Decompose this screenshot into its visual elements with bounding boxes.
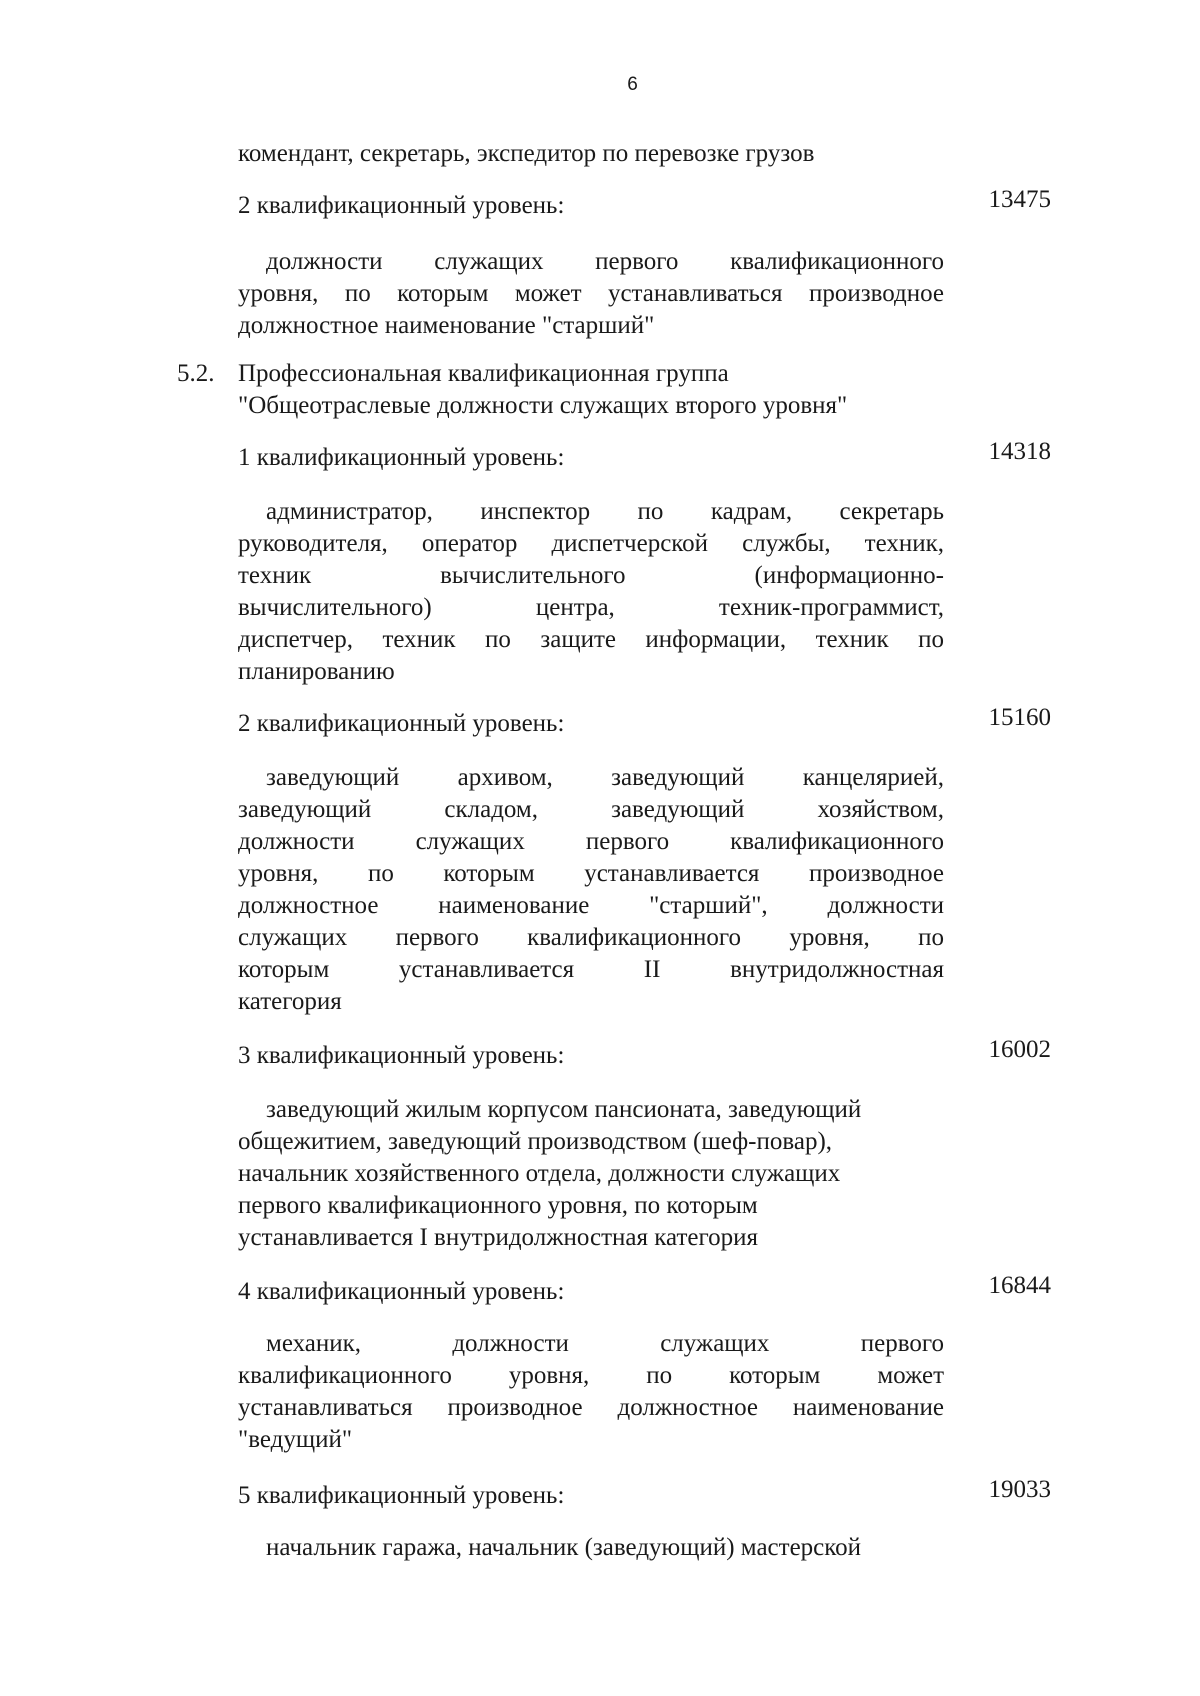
- level-label: 4 квалификационный уровень:: [238, 1278, 565, 1305]
- description-line: администратор, инспектор по кадрам, секретарь: [266, 498, 944, 525]
- description-line: общежитием, заведующий производством (шеф-повар),: [238, 1128, 833, 1155]
- level-description-5-1-2: [238, 246, 944, 342]
- level-row-5-2-2: [238, 704, 1051, 740]
- description-line: механик, должности служащих первого: [266, 1330, 944, 1357]
- level-salary: 15160: [988, 704, 1051, 731]
- description-line: устанавливаться производное должностное наименование: [238, 1394, 944, 1421]
- level-description-5-2-2: [238, 762, 944, 1018]
- level-row-5-2-1: [238, 438, 1051, 474]
- level-description-5-2-3: [238, 1094, 944, 1254]
- level-description-5-2-5: [238, 1532, 944, 1564]
- page-number: 6: [627, 74, 638, 95]
- level-label: 5 квалификационный уровень:: [238, 1482, 565, 1509]
- description-line: квалификационного уровня, по которым может: [238, 1362, 944, 1389]
- description-line: начальник хозяйственного отдела, должности служащих: [238, 1160, 841, 1187]
- description-line: заведующий складом, заведующий хозяйством,: [238, 796, 944, 823]
- section-number: 5.2.: [177, 360, 215, 387]
- description-line: первого квалификационного уровня, по которым: [238, 1192, 758, 1219]
- level-label: 2 квалификационный уровень:: [238, 192, 565, 219]
- description-line: устанавливается I внутридолжностная категория: [238, 1224, 758, 1251]
- level-salary: 13475: [988, 186, 1051, 213]
- level-salary: 16844: [988, 1272, 1051, 1299]
- description-line: категория: [238, 988, 342, 1015]
- level-salary: 16002: [988, 1036, 1051, 1063]
- description-line: должностное наименование "старший": [238, 312, 655, 339]
- description-line: "ведущий": [238, 1426, 353, 1453]
- level-salary: 19033: [988, 1476, 1051, 1503]
- description-line: должностное наименование "старший", должности: [238, 892, 944, 919]
- description-line: заведующий архивом, заведующий канцелярией,: [266, 764, 944, 791]
- description-line: должности служащих первого квалификационного: [266, 248, 944, 275]
- level-description-5-2-1: [238, 496, 944, 688]
- description-line: диспетчер, техник по защите информации, техник по: [238, 626, 944, 653]
- description-line: которым устанавливается II внутридолжностная: [238, 956, 944, 983]
- level-row-5-2-4: [238, 1272, 1051, 1308]
- description-line: техник вычислительного (информационно-: [238, 562, 944, 589]
- description-line: вычислительного) центра, техник-программист,: [238, 594, 944, 621]
- description-line: начальник гаража, начальник (заведующий) мастерской: [266, 1534, 862, 1561]
- level-description-5-2-4: [238, 1328, 944, 1456]
- level-row-5-2-5: [238, 1476, 1051, 1512]
- level-row-5-2-3: [238, 1036, 1051, 1072]
- description-line: служащих первого квалификационного уровня, по: [238, 924, 944, 951]
- level-salary: 14318: [988, 438, 1051, 465]
- description-line: планированию: [238, 658, 395, 685]
- section-title-line-2: "Общеотраслевые должности служащих второго уровня": [238, 392, 848, 419]
- level-row-5-1-2: [238, 186, 1051, 222]
- description-line: заведующий жилым корпусом пансионата, заведующий: [266, 1096, 862, 1123]
- level-label: 1 квалификационный уровень:: [238, 444, 565, 471]
- level-label: 3 квалификационный уровень:: [238, 1042, 565, 1069]
- description-line: руководителя, оператор диспетчерской службы, техник,: [238, 530, 944, 557]
- intro-line: комендант, секретарь, экспедитор по перевозке грузов: [238, 140, 815, 167]
- description-line: уровня, по которым может устанавливаться производное: [238, 280, 944, 307]
- description-line: должности служащих первого квалификационного: [238, 828, 944, 855]
- section-title-line-1: Профессиональная квалификационная группа: [238, 360, 729, 387]
- level-label: 2 квалификационный уровень:: [238, 710, 565, 737]
- description-line: уровня, по которым устанавливается производное: [238, 860, 944, 887]
